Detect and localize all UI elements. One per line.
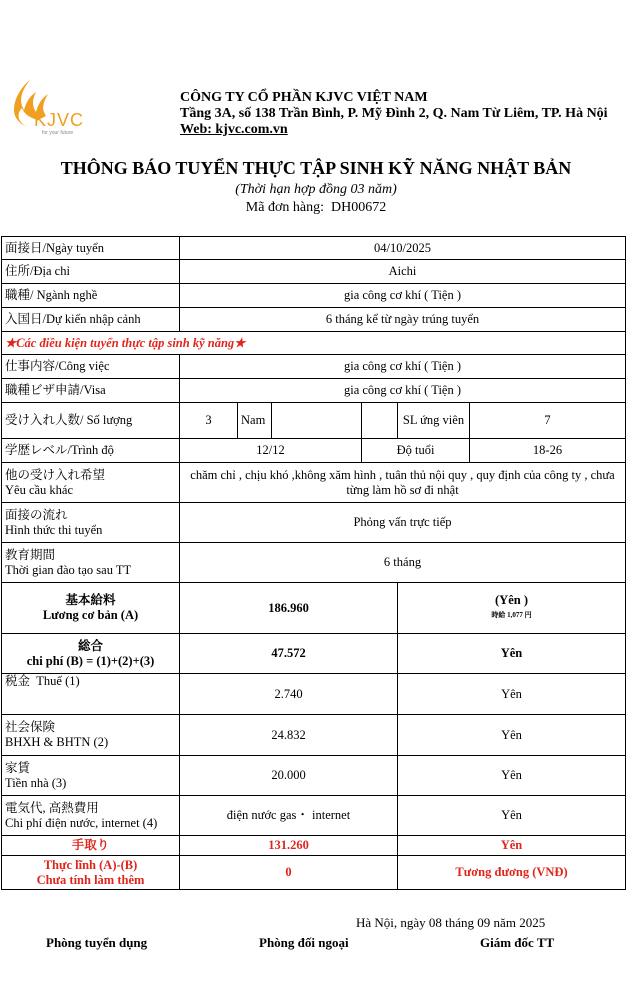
tax-label-jp: 税金 — [5, 674, 31, 688]
table-row — [2, 796, 626, 836]
salary-label — [2, 583, 180, 634]
entry-label: 入国日/Dự kiến nhập cảnh — [2, 308, 180, 332]
total-cost-value: 47.572 — [180, 634, 398, 674]
insurance-unit: Yên — [398, 715, 626, 756]
rent-label-jp: 家賃 — [5, 760, 31, 775]
logo-tagline: for your future — [42, 130, 74, 136]
table-row — [2, 308, 626, 332]
net-unit: Yên — [398, 836, 626, 856]
signature-director: Giám đốc TT — [480, 935, 555, 950]
company-name: CÔNG TY CỔ PHẦN KJVC VIỆT NAM — [180, 90, 428, 105]
process-label — [2, 503, 180, 543]
process-label-vi: Hình thức thi tuyển — [5, 522, 103, 537]
table-row — [2, 439, 626, 463]
table-row — [2, 237, 626, 260]
page-title: THÔNG BÁO TUYỂN THỰC TẬP SINH KỸ NĂNG NHẬT BẢN — [60, 158, 572, 178]
table-row — [2, 836, 626, 856]
salary-unit: (Yên ) — [495, 593, 528, 607]
logo-text: KJVC — [34, 110, 85, 130]
utilities-unit: Yên — [398, 796, 626, 836]
star-icon: ★ — [5, 335, 17, 350]
quantity-label: 受け入れ人数/ Số lượng — [2, 403, 180, 439]
company-info — [180, 90, 608, 138]
total-cost-unit: Yên — [398, 634, 626, 674]
table-row — [2, 634, 626, 674]
utilities-label-vi: Chi phí điện nước, internet (4) — [5, 815, 158, 830]
training-label-jp: 教育期間 — [5, 547, 56, 562]
recruitment-table — [1, 236, 626, 890]
utilities-label-jp: 電気代, 高熱費用 — [5, 800, 99, 815]
net-label-jp: 手取り — [2, 836, 180, 856]
rent-value: 20.000 — [180, 756, 398, 796]
overtime-label: Chưa tính làm thêm — [36, 872, 145, 887]
blank-cell — [362, 403, 398, 439]
address-label: 住所/Địa chỉ — [2, 260, 180, 284]
table-row — [2, 463, 626, 503]
work-label: 仕事内容/Công việc — [2, 355, 180, 379]
entry-value: 6 tháng kể từ ngày trúng tuyển — [180, 308, 626, 332]
salary-value: 186.960 — [180, 583, 398, 634]
blank-cell — [272, 403, 362, 439]
order-code-line — [0, 200, 632, 216]
company-address: Tầng 3A, số 138 Trần Bình, P. Mỹ Đình 2, Q. Nam Từ Liêm, TP. Hà Nội — [180, 106, 608, 121]
table-row — [2, 756, 626, 796]
other-requirements-label — [2, 463, 180, 503]
total-label-jp: 総合 — [77, 638, 103, 653]
other-label-vi: Yêu cầu khác — [5, 482, 74, 497]
visa-value: gia công cơ khí ( Tiện ) — [180, 379, 626, 403]
table-row — [2, 856, 626, 890]
other-label-jp: 他の受け入れ希望 — [5, 467, 106, 482]
vnd-equivalent-label: Tương đương (VNĐ) — [398, 856, 626, 890]
tax-value: 2.740 — [180, 674, 398, 715]
visa-label: 職種ビザ申請/Visa — [2, 379, 180, 403]
conditions-heading-text: Các điều kiện tuyển thực tập sinh kỹ năng — [16, 335, 235, 350]
rent-unit: Yên — [398, 756, 626, 796]
interview-date-value: 04/10/2025 — [180, 237, 626, 260]
table-row — [2, 674, 626, 715]
salary-label-jp: 基本給料 — [65, 593, 116, 607]
conditions-heading — [2, 332, 626, 355]
utilities-value: điện nước gas・ internet — [180, 796, 398, 836]
quantity-value: 3 — [180, 403, 238, 439]
address-value: Aichi — [180, 260, 626, 284]
training-value: 6 tháng — [180, 543, 626, 583]
tax-unit: Yên — [398, 674, 626, 715]
training-label-vi: Thời gian đào tạo sau TT — [5, 562, 132, 577]
gender-value: Nam — [238, 403, 272, 439]
table-row — [2, 355, 626, 379]
net-label-vi: Thực lĩnh (A)-(B) — [43, 857, 138, 872]
tax-label-vi: Thuế (1) — [36, 674, 80, 688]
rent-label — [2, 756, 180, 796]
age-label: Độ tuổi — [362, 439, 470, 463]
process-value: Phỏng vấn trực tiếp — [180, 503, 626, 543]
insurance-label — [2, 715, 180, 756]
table-row — [2, 583, 626, 634]
total-label-vi: chi phí (B) = (1)+(2)+(3) — [26, 653, 155, 668]
hourly-wage-note: 時給 1,077 円 — [491, 611, 532, 619]
rent-label-vi: Tiền nhà (3) — [5, 775, 67, 790]
work-value: gia công cơ khí ( Tiện ) — [180, 355, 626, 379]
training-label — [2, 543, 180, 583]
table-row — [2, 543, 626, 583]
signature-foreign-affairs: Phòng đối ngoại — [259, 935, 349, 950]
table-row — [2, 260, 626, 284]
education-value: 12/12 — [180, 439, 362, 463]
overtime-value: 0 — [180, 856, 398, 890]
job-value: gia công cơ khí ( Tiện ) — [180, 284, 626, 308]
net-value: 131.260 — [180, 836, 398, 856]
table-row — [2, 403, 626, 439]
company-website-link[interactable]: Web: kjvc.com.vn — [180, 122, 288, 137]
age-value: 18-26 — [470, 439, 626, 463]
total-cost-label — [2, 634, 180, 674]
table-row — [2, 379, 626, 403]
table-row — [2, 715, 626, 756]
signature-recruitment: Phòng tuyển dụng — [46, 935, 148, 950]
job-label: 職種/ Ngành nghề — [2, 284, 180, 308]
insurance-label-jp: 社会保険 — [5, 720, 56, 734]
order-code-label: Mã đơn hàng: — [245, 200, 324, 215]
education-label: 学歴レベル/Trình độ — [2, 439, 180, 463]
candidates-label: SL ứng viên — [398, 403, 470, 439]
candidates-value: 7 — [470, 403, 626, 439]
tax-label — [2, 674, 180, 715]
utilities-label — [2, 796, 180, 836]
table-row — [2, 503, 626, 543]
insurance-label-vi: BHXH & BHTN (2) — [5, 735, 109, 749]
salary-label-vi: Lương cơ bản (A) — [42, 608, 139, 622]
place-date: Hà Nội, ngày 08 tháng 09 năm 2025 — [356, 915, 546, 930]
insurance-value: 24.832 — [180, 715, 398, 756]
order-code-value: DH00672 — [330, 200, 387, 215]
other-requirements-value: chăm chỉ , chịu khó ,không xăm hình , tuân thủ nội quy , quy định của công ty , chưa từng làm hồ sơ đi nhật — [180, 463, 626, 503]
net-salary-label — [2, 856, 180, 890]
table-row — [2, 332, 626, 355]
salary-unit-cell — [398, 583, 626, 634]
contract-duration: (Thời hạn hợp đồng 03 năm) — [235, 182, 397, 197]
star-icon: ★ — [234, 335, 246, 350]
interview-date-label: 面接日/Ngày tuyển — [2, 237, 180, 260]
process-label-jp: 面接の流れ — [5, 507, 68, 522]
table-row — [2, 284, 626, 308]
company-logo — [8, 76, 94, 134]
